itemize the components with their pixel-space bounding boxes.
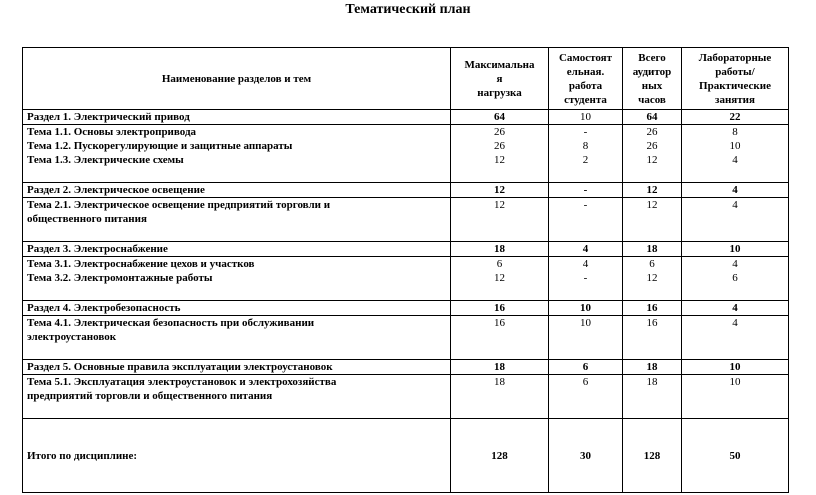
section-max: 16 (451, 301, 549, 316)
section-total: 12 (623, 183, 682, 198)
topic-names: Тема 5.1. Эксплуатация электроустановок и электрохозяйства предприятий торговли и общественного питания (23, 375, 451, 419)
section-total: 18 (623, 360, 682, 375)
topics-row (23, 257, 789, 301)
topics-row (23, 316, 789, 360)
section-total: 18 (623, 242, 682, 257)
total-lab: 50 (682, 419, 789, 493)
topic-total: 18 (623, 375, 682, 419)
topic-total: 16 (623, 316, 682, 360)
topic-names: Тема 3.1. Электроснабжение цехов и участков Тема 3.2. Электромонтажные работы (23, 257, 451, 301)
topic-lab: 10 (682, 375, 789, 419)
topic-max: 6 12 (451, 257, 549, 301)
total-total: 128 (623, 419, 682, 493)
topic-total: 6 12 (623, 257, 682, 301)
topic-max: 16 (451, 316, 549, 360)
header-lab-work: Лабораторные работы/ Практические занятия (682, 48, 789, 110)
topic-names: Тема 2.1. Электрическое освещение предприятий торговли и общественного питания (23, 198, 451, 242)
section-row (23, 301, 789, 316)
topic-lab: 4 6 (682, 257, 789, 301)
thematic-plan-table (22, 47, 789, 493)
topic-names: Тема 4.1. Электрическая безопасность при обслуживании электроустановок (23, 316, 451, 360)
section-row (23, 110, 789, 125)
header-name: Наименование разделов и тем (23, 48, 451, 110)
section-max: 12 (451, 183, 549, 198)
section-self: 10 (549, 301, 623, 316)
section-self: 6 (549, 360, 623, 375)
topic-self: 10 (549, 316, 623, 360)
topic-total: 26 26 12 (623, 125, 682, 183)
total-max: 128 (451, 419, 549, 493)
header-total-hours: Всего аудитор ных часов (623, 48, 682, 110)
header-max-load: Максимальна я нагрузка (451, 48, 549, 110)
topics-row (23, 125, 789, 183)
section-lab: 4 (682, 183, 789, 198)
section-max: 18 (451, 360, 549, 375)
topic-max: 18 (451, 375, 549, 419)
section-self: 10 (549, 110, 623, 125)
topic-self: 6 (549, 375, 623, 419)
section-self: - (549, 183, 623, 198)
topic-lab: 8 10 4 (682, 125, 789, 183)
section-total: 16 (623, 301, 682, 316)
topics-row (23, 375, 789, 419)
header-self-work: Самостоят ельная. работа студента (549, 48, 623, 110)
topic-lab: 4 (682, 316, 789, 360)
topic-lab: 4 (682, 198, 789, 242)
topic-max: 26 26 12 (451, 125, 549, 183)
topics-row (23, 198, 789, 242)
page-title: Тематический план (345, 2, 471, 17)
section-lab: 10 (682, 360, 789, 375)
section-lab: 22 (682, 110, 789, 125)
section-lab: 10 (682, 242, 789, 257)
section-self: 4 (549, 242, 623, 257)
section-max: 18 (451, 242, 549, 257)
total-row (23, 419, 789, 493)
topic-self: 4 - (549, 257, 623, 301)
topic-names: Тема 1.1. Основы электропривода Тема 1.2. Пускорегулирующие и защитные аппараты Тема 1.3. Электрические схемы (23, 125, 451, 183)
section-row (23, 242, 789, 257)
total-name: Итого по дисциплине: (23, 419, 451, 493)
header-row (23, 48, 789, 110)
topic-self: - (549, 198, 623, 242)
total-self: 30 (549, 419, 623, 493)
section-lab: 4 (682, 301, 789, 316)
section-name: Раздел 5. Основные правила эксплуатации электроустановок (23, 360, 451, 375)
section-row (23, 360, 789, 375)
section-total: 64 (623, 110, 682, 125)
section-name: Раздел 2. Электрическое освещение (23, 183, 451, 198)
topic-max: 12 (451, 198, 549, 242)
section-name: Раздел 3. Электроснабжение (23, 242, 451, 257)
topic-total: 12 (623, 198, 682, 242)
section-max: 64 (451, 110, 549, 125)
section-name: Раздел 4. Электробезопасность (23, 301, 451, 316)
section-row (23, 183, 789, 198)
section-name: Раздел 1. Электрический привод (23, 110, 451, 125)
topic-self: - 8 2 (549, 125, 623, 183)
